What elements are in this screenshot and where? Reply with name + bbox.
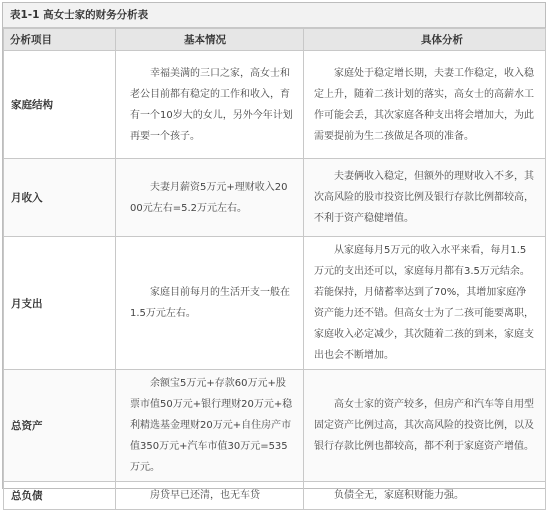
basic-situation-cell: 余额宝5万元+存款60万元+股票市值50万元+银行理财20万元+稳利精选基金理财20万元+自住房产市值350万元+汽车市值30万元=535万元。 (116, 370, 304, 482)
financial-analysis-table-frame (2, 2, 546, 502)
table-caption: 表1-1 高女士家的财务分析表 (3, 3, 545, 28)
row-label: 月收入 (4, 159, 116, 237)
row-label: 总负债 (4, 482, 116, 510)
row-label: 月支出 (4, 237, 116, 370)
analysis-cell: 夫妻俩收入稳定，但额外的理财收入不多，其次高风险的股市投资比例及银行存款比例都较高，不利于资产稳健增值。 (304, 159, 546, 237)
row-label: 总资产 (4, 370, 116, 482)
basic-situation-cell: 幸福美满的三口之家，高女士和老公目前都有稳定的工作和收入，育有一个10岁大的女儿，另外今年计划再要一个孩子。 (116, 51, 304, 159)
table-row-family-structure (4, 51, 546, 159)
basic-situation-cell: 夫妻月薪资5万元+理财收入2000元左右=5.2万元左右。 (116, 159, 304, 237)
analysis-cell: 家庭处于稳定增长期，夫妻工作稳定，收入稳定上升，随着二孩计划的落实，高女士的高薪水工作可能会丢，其次家庭各种支出将会增加大，为此需要提前为生二孩做足各项的准备。 (304, 51, 546, 159)
analysis-cell: 负债全无，家庭积财能力强。 (304, 482, 546, 510)
header-analysis-item: 分析项目 (4, 29, 116, 51)
table-row-total-assets (4, 370, 546, 482)
basic-situation-cell: 房贷早已还清，也无车贷 (116, 482, 304, 510)
header-row (4, 29, 546, 51)
table-row-total-liabilities (4, 482, 546, 510)
analysis-cell: 从家庭每月5万元的收入水平来看，每月1.5万元的支出还可以，家庭每月都有3.5万元结余。若能保持，月储蓄率达到了70%，其增加家庭净资产能力还不错。但高女士为了二孩可能要离职，家庭收入必定减少，其次随着二孩的到来，家庭支出也会不断增加。 (304, 237, 546, 370)
header-basic-situation: 基本情况 (116, 29, 304, 51)
row-label: 家庭结构 (4, 51, 116, 159)
analysis-cell: 高女士家的资产较多，但房产和汽车等自用型固定资产比例过高，其次高风险的投资比例，以及银行存款比例也都较高，都不利于家庭资产增值。 (304, 370, 546, 482)
table-row-monthly-expense (4, 237, 546, 370)
financial-analysis-table (3, 28, 546, 510)
basic-situation-cell: 家庭目前每月的生活开支一般在1.5万元左右。 (116, 237, 304, 370)
header-detailed-analysis: 具体分析 (304, 29, 546, 51)
table-row-monthly-income (4, 159, 546, 237)
